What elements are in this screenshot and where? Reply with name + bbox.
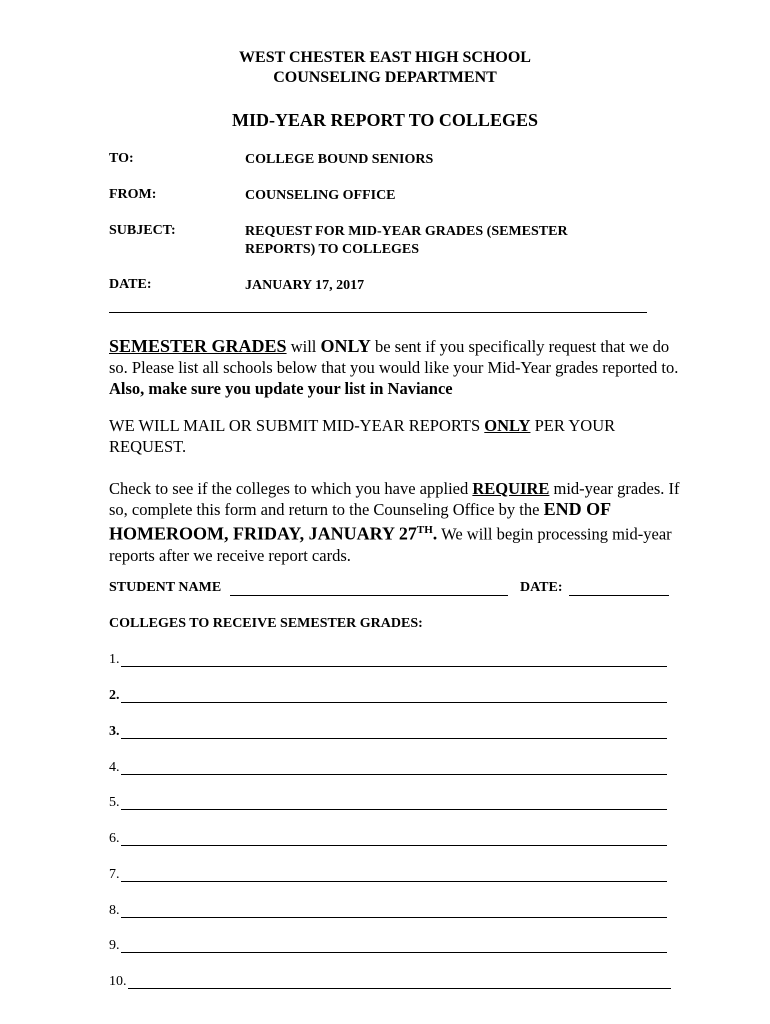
college-row-number: 9.	[109, 938, 120, 953]
p1-text-d: be sent if you specifically request that we do so. Please list all schools below that you would like your Mid-Year grades reported to.	[109, 337, 679, 377]
p1-text-b: will	[286, 337, 321, 356]
college-row-number: 5.	[109, 795, 120, 810]
student-name-label: STUDENT NAME	[109, 580, 222, 595]
paragraph-semester-grades	[109, 336, 689, 399]
header-divider	[109, 312, 647, 313]
date-field-label: DATE:	[520, 580, 563, 595]
memo-from-value: COUNSELING OFFICE	[245, 188, 396, 203]
college-line-9[interactable]	[121, 952, 667, 953]
deadline-text: END OF HOMEROOM, FRIDAY, JANUARY 27	[109, 499, 611, 544]
department-name: COUNSELING DEPARTMENT	[273, 69, 497, 86]
memo-subject-label: SUBJECT:	[109, 223, 176, 238]
college-row-number: 1.	[109, 652, 120, 667]
memo-subject-line2: REPORTS) TO COLLEGES	[245, 242, 420, 257]
page-title: MID-YEAR REPORT TO COLLEGES	[232, 110, 538, 130]
college-line-5[interactable]	[121, 809, 667, 810]
p3-text-f: We will begin processing mid-year reports after we receive report cards.	[109, 524, 672, 565]
memo-date-value: JANUARY 17, 2017	[245, 278, 365, 293]
only-emphasis: ONLY	[320, 336, 371, 356]
deadline-period: .	[432, 523, 438, 544]
date-field[interactable]	[569, 595, 669, 596]
p3-text-c: mid-year grades. If so, complete this form and return to the Counseling Office by the	[109, 479, 680, 519]
memo-date-label: DATE:	[109, 277, 152, 292]
p2-text-c: PER YOUR REQUEST.	[109, 416, 616, 456]
college-line-10[interactable]	[128, 988, 671, 989]
college-row-number: 3.	[109, 724, 120, 739]
paragraph-mail-submit	[109, 415, 689, 457]
college-line-7[interactable]	[121, 881, 667, 882]
college-line-8[interactable]	[121, 917, 667, 918]
college-row-number: 4.	[109, 760, 120, 775]
p2-text-a: WE WILL MAIL OR SUBMIT MID-YEAR REPORTS	[109, 416, 485, 435]
student-name-field[interactable]	[230, 595, 508, 596]
memo-from-label: FROM:	[109, 187, 157, 202]
school-name: WEST CHESTER EAST HIGH SCHOOL	[239, 49, 531, 66]
college-line-6[interactable]	[121, 845, 667, 846]
college-row-number: 10.	[109, 974, 127, 989]
paragraph-check-colleges	[109, 478, 689, 566]
naviance-note: Also, make sure you update your list in Naviance	[109, 379, 453, 398]
memo-subject-line1: REQUEST FOR MID-YEAR GRADES (SEMESTER	[245, 224, 568, 239]
memo-to-label: TO:	[109, 151, 134, 166]
college-row-number: 7.	[109, 867, 120, 882]
college-line-1[interactable]	[121, 666, 667, 667]
memo-to-value: COLLEGE BOUND SENIORS	[245, 152, 434, 167]
only-emphasis-2: ONLY	[484, 416, 531, 435]
colleges-label: COLLEGES TO RECEIVE SEMESTER GRADES:	[109, 616, 423, 631]
college-line-2[interactable]	[121, 702, 667, 703]
college-row-number: 2.	[109, 688, 120, 703]
college-row-number: 6.	[109, 831, 120, 846]
deadline-superscript: TH	[416, 524, 433, 536]
require-emphasis: REQUIRE	[472, 479, 550, 498]
p3-text-a: Check to see if the colleges to which you have applied	[109, 479, 473, 498]
college-line-4[interactable]	[121, 774, 667, 775]
semester-grades-emphasis: SEMESTER GRADES	[109, 336, 287, 356]
college-row-number: 8.	[109, 903, 120, 918]
college-line-3[interactable]	[121, 738, 667, 739]
